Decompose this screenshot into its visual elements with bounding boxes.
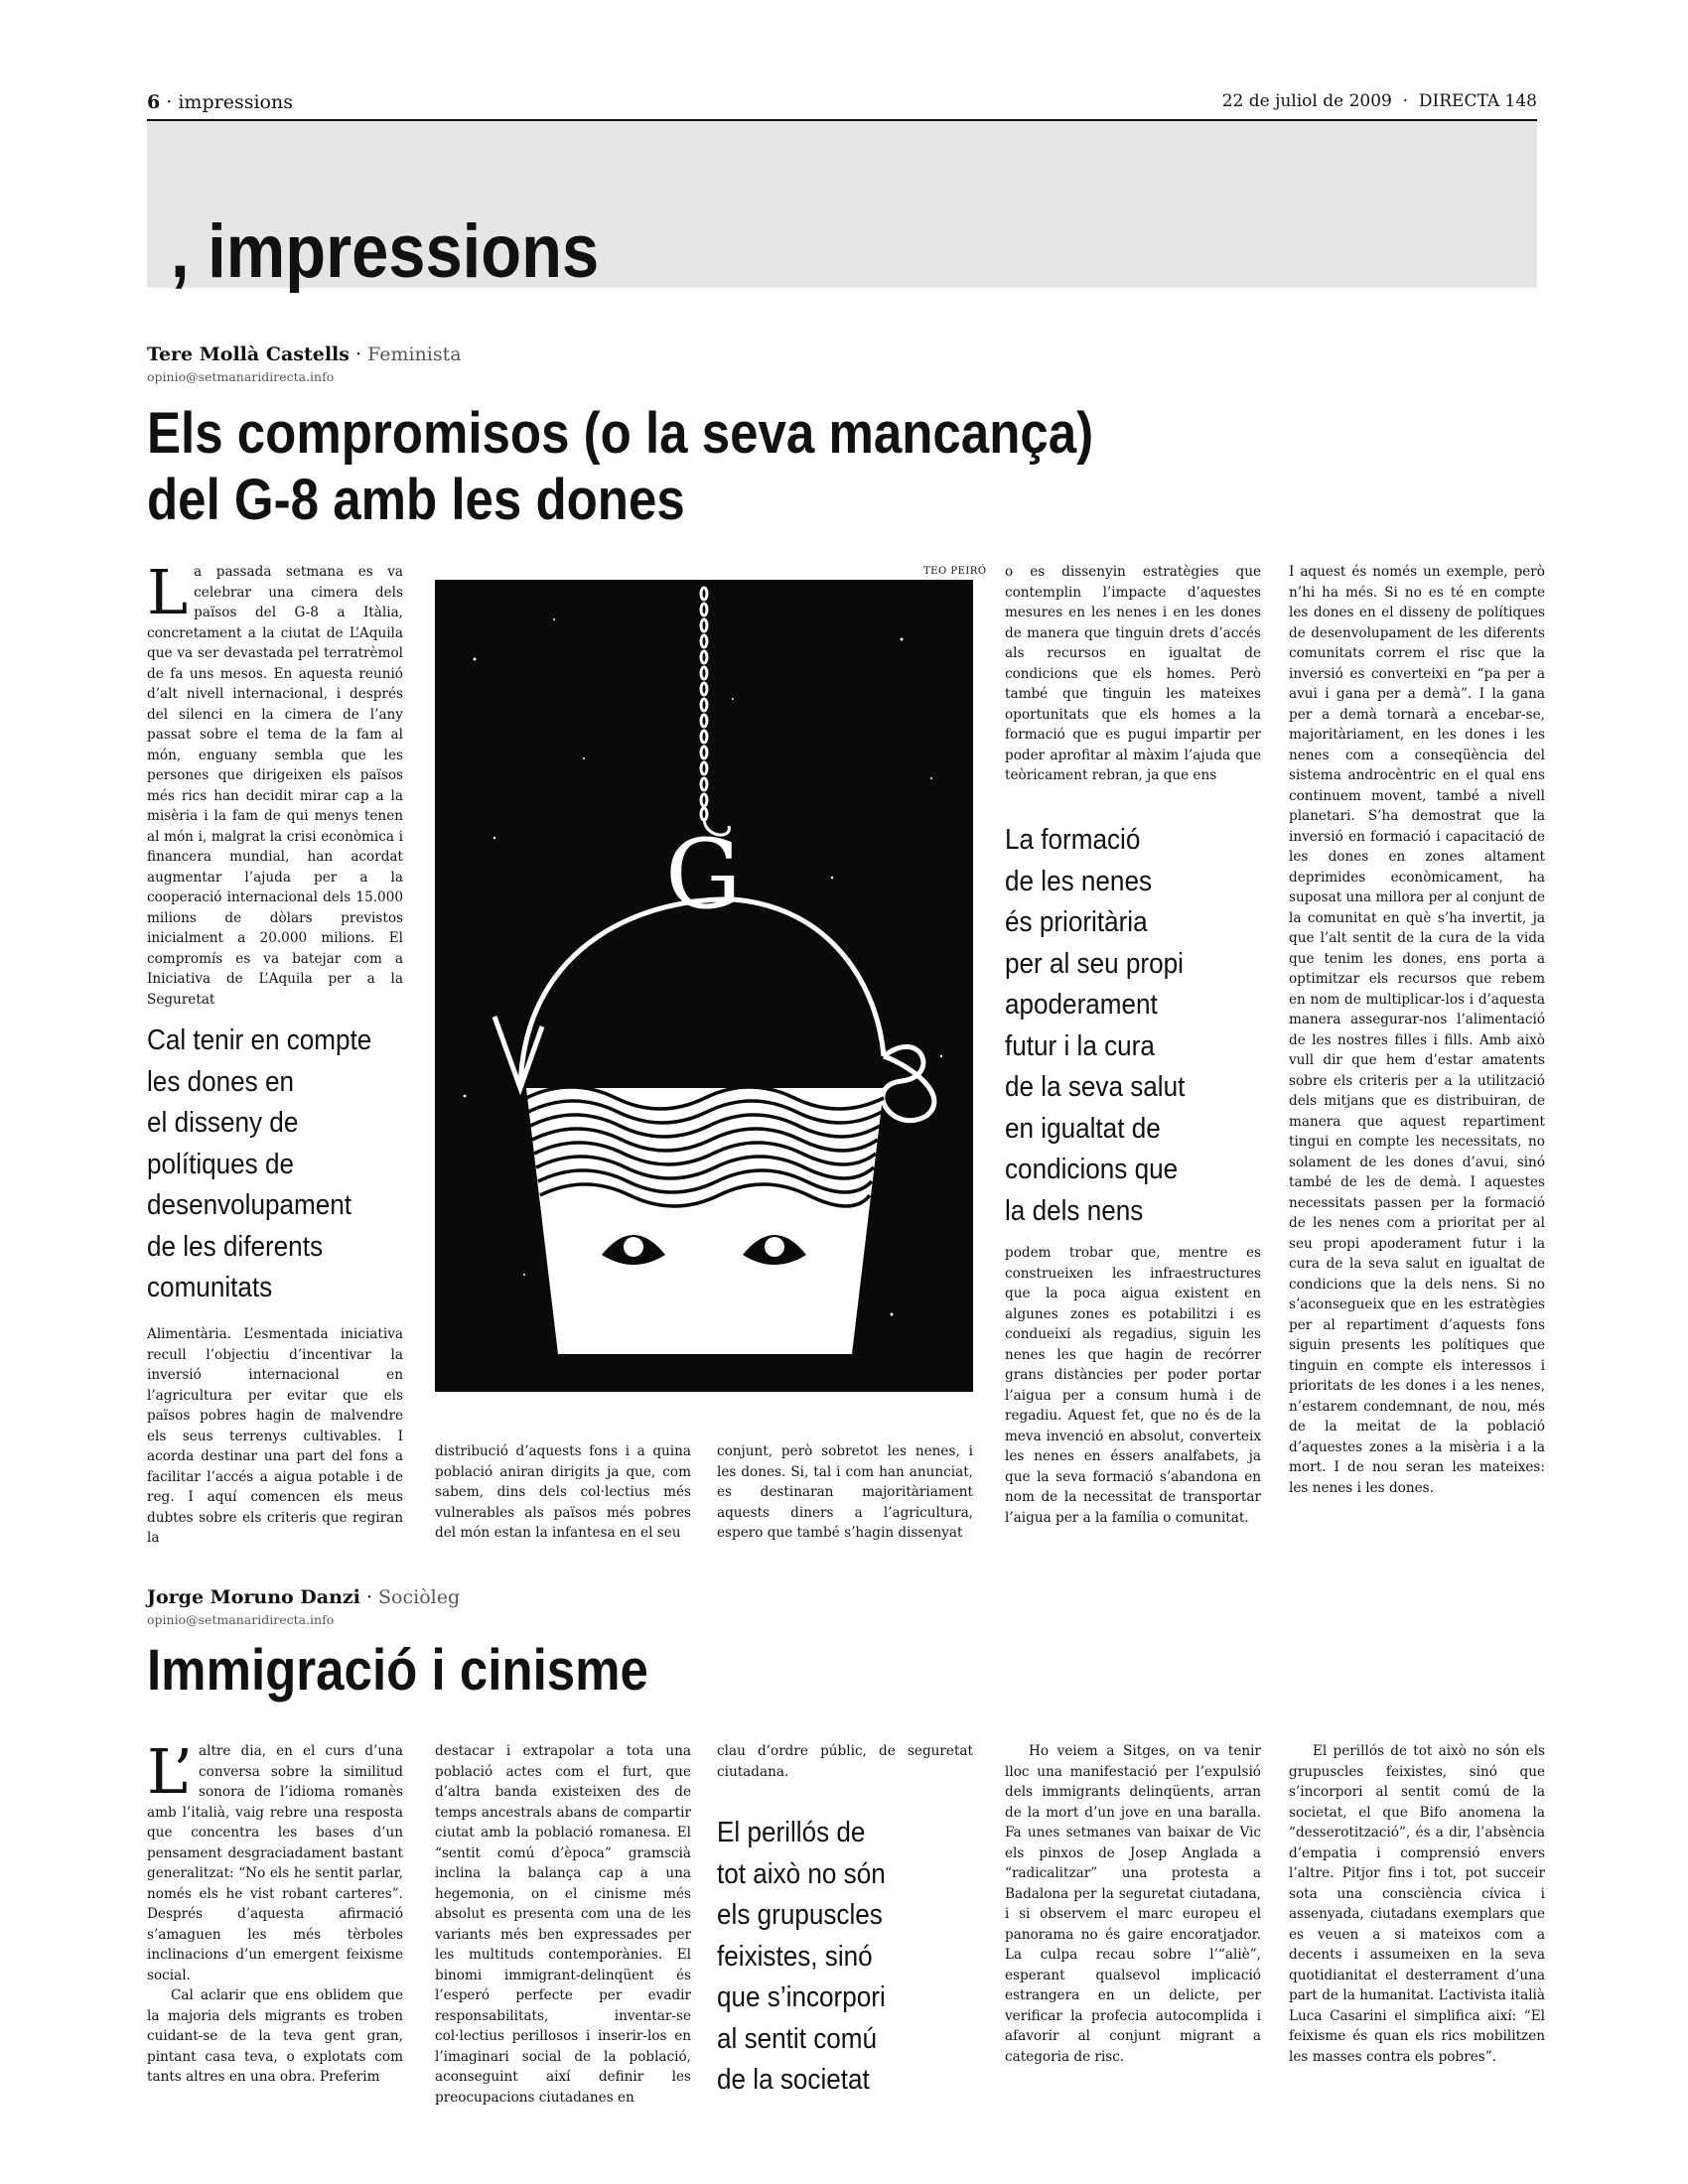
article2-column-5 xyxy=(1289,1741,1545,2067)
pullquote-line: els grupuscles xyxy=(717,1899,883,1931)
article2-pullquote xyxy=(717,1813,886,2102)
article1-headline-line2: del G-8 amb les dones xyxy=(147,467,685,532)
article1-column-4 xyxy=(1005,562,1261,786)
page-header-left: 6 · impressions xyxy=(147,91,293,113)
article1-col1-paragraph xyxy=(147,556,403,1010)
article2-column-3 xyxy=(717,1741,973,1782)
pullquote-line: al sentit comú xyxy=(717,2022,878,2055)
article2-col1-paragraph xyxy=(147,1735,403,1985)
header-date: 22 de juliol de 2009 xyxy=(1221,91,1392,111)
article1-email[interactable]: opinio@setmanaridirecta.info xyxy=(147,369,335,384)
pullquote-line: tot això no són xyxy=(717,1857,886,1890)
header-section: impressions xyxy=(178,91,293,113)
article2-col2-text: destacar i extrapolar a tota una població actes com el furt, que d’altra banda existeixen des de temps ancestrals abans de compartir ciutat amb la població romanesa. El “sentit comú d’època” gramscià inclina la balança cap a una hegemonia, on el cinisme més absolut es presenta com una de les variants més ben expressades per les multituds contemporànies. El binomi immigrant-delinqüent és l’esperó perfecte per evadir responsabilitats, inventar-se col·lectius perillosos i inserir-los en l’imaginari social de la població, aconseguint així definir les preocupacions ciutadanes en xyxy=(435,1743,691,2106)
section-title: , impressions xyxy=(171,209,600,294)
article1-col4b-text: podem trobar que, mentre es construeixen les infraestructures que la poca aigua existent en algunes zones es potabilitzi i es condueixi als regadius, siguin les nenes les que hagin de recórrer grans distàncies per poder portar l’aigua per a consum humà i de regadiu. Aquest fet, que no és de la meva invenció en absolut, converteix les nenes en éssers analfabets, ja que la seva formació s’abandona en nom de la necessitat de transportar l’aigua per a la família o comunitat. xyxy=(1005,1245,1261,1526)
article2-role: Sociòleg xyxy=(378,1586,461,1608)
pullquote-line: polítiques de xyxy=(147,1148,295,1180)
article1-column-5 xyxy=(1289,562,1545,1498)
article1-col4-text: o es dissenyin estratègies que contemplin l’impacte d’aquestes mesures en les nenes i en les dones de manera que tinguin drets d’accés als recursos en igualtat de condicions que els homes. Però també que tinguin les mateixes oportunitats que els homes a la formació que es pugui impartir per poder aprofitar al màxim l’ajuda que teòricament rebran, ja que ens xyxy=(1005,564,1261,783)
article1-column-2 xyxy=(435,1441,691,1544)
article1-role: Feminista xyxy=(367,343,462,365)
pullquote-line: és prioritària xyxy=(1005,906,1148,938)
pullquote-line: desenvolupament xyxy=(147,1189,352,1221)
article1-column-3 xyxy=(717,1441,973,1544)
pullquote-line: La formació xyxy=(1005,824,1141,856)
pullquote-line: de la seva salut xyxy=(1005,1071,1186,1103)
illustration-credit: TEO PEIRÓ xyxy=(923,566,987,577)
article1-pullquote-1 xyxy=(147,1021,371,1309)
header-publication: DIRECTA 148 xyxy=(1418,91,1537,111)
pullquote-line: el disseny de xyxy=(147,1107,299,1139)
pullquote-line: de les diferents xyxy=(147,1230,324,1263)
article2-byline: Jorge Moruno Danzi · Sociòleg xyxy=(147,1586,461,1608)
article2-col1-text-2: Cal aclarir que ens oblidem que la majoria dels migrants es troben cuidant-se de la teva gent gran, pintant casa teva, o explotats com tants altres en una obra. Preferim xyxy=(147,1987,403,2085)
article1-byline: Tere Mollà Castells · Feminista xyxy=(147,343,462,365)
article2-email[interactable]: opinio@setmanaridirecta.info xyxy=(147,1612,335,1627)
article1-author: Tere Mollà Castells xyxy=(147,343,350,365)
pullquote-line: Cal tenir en compte xyxy=(147,1024,372,1056)
page-header-right: 22 de juliol de 2009 · DIRECTA 148 xyxy=(1221,91,1537,111)
article2-col1-text: altre dia, en el curs d’una conversa sobre la similitud sonora de l’idioma romanès amb l’italià, vaig rebre una resposta que concentra les bases d’un pensament desgraciadament bastant generalitzat: “No els he sentit parlar, només els he vist robant carteres”. Després d’aquesta afirmació s’amaguen les més tèrboles inclinacions d’un emergent feixisme social. xyxy=(147,1743,403,1983)
bucket-illustration xyxy=(435,580,973,1392)
pullquote-line: que s’incorpori xyxy=(717,1981,886,2013)
pullquote-line: de les nenes xyxy=(1005,865,1153,897)
article2-column-2 xyxy=(435,1741,691,2108)
article1-col2-text: distribució d’aquests fons i a quina població aniran dirigits ja que, com sabem, dins dels col·lectius més vulnerables als països més pobres del món estan la infantesa en el seu xyxy=(435,1443,691,1541)
pullquote-line: apoderament xyxy=(1005,989,1158,1021)
pullquote-line: El perillós de xyxy=(717,1817,866,1848)
article1-col3-text: conjunt, però sobretot les nenes, i les dones. Si, tal i com han anunciat, es destinaran majoritàriament aquests diners a l’agricultura, espero que també s’hagin dissenyat xyxy=(717,1443,973,1541)
article1-col1-text: a passada setmana es va celebrar una cimera dels països del G-8 a Itàlia, concretament a la ciutat de L’Aquila que va ser devastada pel terratrèmol de fa uns mesos. En aquesta reunió d’alt nivell internacional, i després del silenci en la cimera de l’any passat sobre el tema de la fam al món, enguany sembla que les persones que dirigeixen els països més rics han decidit mirar cap a la misèria i la fam de qui menys tenen al món i, malgrat la crisi econòmica i financera mundial, han acordat augmentar l’ajuda per a la cooperació internacional dels 15.000 milions de dòlars previstos inicialment a 20.000 milions. El compromís es va batejar com a Iniciativa de L’Aquila per a la Seguretat xyxy=(147,564,403,1008)
article2-headline: Immigració i cinisme xyxy=(147,1638,648,1703)
article1-dropcap: L xyxy=(147,556,189,628)
bucket-illustration-svg xyxy=(435,580,973,1392)
article2-dropcap: L’ xyxy=(147,1735,194,1808)
article2-col5-text: El perillós de tot això no són els grupuscles feixistes, sinó que s’incorpori al sentit comú de la societat, el que Bifo anomena la “desserotització”, és a dir, l’absència d’empatia i comprensió envers l’altre. Pitjor fins i tot, pot succeir sota una consciència cívica i assenyada, ciutadans exemplars que es veuen a si mateixos com a decents i assumeixen en la seva quotidianitat el desterrament d’una part de la humanitat. L’activista italià Luca Casarini el simplifica així: “El feixisme és quan els rics mobilitzen les masses contra els pobres”. xyxy=(1289,1743,1545,2065)
article1-column-4b xyxy=(1005,1243,1261,1528)
article2-col3-text: clau d’ordre públic, de seguretat ciutadana. xyxy=(717,1743,973,1780)
pullquote-line: futur i la cura xyxy=(1005,1029,1155,1062)
article2-column-4 xyxy=(1005,1741,1261,2067)
article2-column-1 xyxy=(147,1735,403,2088)
pullquote-line: de la societat xyxy=(717,2064,870,2096)
page-number: 6 xyxy=(147,91,161,113)
pullquote-line: en igualtat de xyxy=(1005,1112,1161,1145)
article1-col1b-text: Alimentària. L’esmentada iniciativa recull l’objectiu d’incentivar la inversió internacional en l’agricultura per evitar que els països pobres hagin de malvendre els seus terrenys cultivables. I acorda destinar una part del fons a facilitar l’accés a aigua potable i de reg. I aquí comencen els meus dubtes sobre els criteris que regiran la xyxy=(147,1326,403,1546)
article1-pullquote-2 xyxy=(1005,820,1185,1232)
article1-column-1 xyxy=(147,556,403,1010)
pullquote-line: les dones en xyxy=(147,1065,295,1098)
pullquote-line: comunitats xyxy=(147,1272,273,1303)
pullquote-line: la dels nens xyxy=(1005,1194,1144,1227)
article1-headline xyxy=(147,401,1093,533)
pullquote-line: feixistes, sinó xyxy=(717,1940,873,1973)
illustration-letter: G xyxy=(665,819,742,930)
article1-headline-line1: Els compromisos (o la seva mancança) xyxy=(147,401,1094,466)
article2-author: Jorge Moruno Danzi xyxy=(147,1586,360,1608)
article1-col5-text: I aquest és només un exemple, però n’hi ha més. Si no es té en compte les dones en el disseny de polítiques de desenvolupament de les diferents comunitats correm el risc que la inversió es converteixi en “pa per a avui i gana per a demà”. I la gana per a demà tornarà a encebar-se, majoritàriament, en les dones i les nenes com a conseqüència del sistema androcèntric en el qual ens continuem movent, també a nivell planetari. S’ha demostrat que la inversió en formació i capacitació de les dones en zones altament deprimides econòmicament, ha suposat una millora per al conjunt de la comunitat en què s’ha invertit, ja que l’alt sentit de la cura de la vida que tenim les dones, ens porta a optimitzar els recursos que rebem en nom de multiplicar-los i d’aquesta manera assegurar-nos l’alimentació de les nostres filles i fills. Amb això vull dir que hem d’estar amatents sobre els criteris per a la utilització dels mitjans que es distribuiran, de manera que aquest repartiment tingui en compte les necessitats, no solament de les dones d’avui, sinó també de les de demà. I aquestes necessitats passen per la formació de les nenes com a prioritat per al seu propi apoderament futur i la cura de la seva salut en igualtat de condicions que la dels nens. Si no s’aconsegueix que en les estratègies per al repartiment d’aquests fons siguin presents les polítiques que tinguin en compte els interessos i prioritats de les dones i a les nenes, n’estarem condemnant, de nou, més de la meitat de la població d’aquestes zones a la misèria i a la mort. I de nou seran les mateixes: les nenes i les dones. xyxy=(1289,564,1545,1496)
pullquote-line: condicions que xyxy=(1005,1154,1179,1185)
article2-col4-text: Ho veiem a Sitges, on va tenir lloc una manifestació per l’expulsió dels immigrants delinqüents, arran de la mort d’un jove en una baralla. Fa unes setmanes van baixar de Vic els pinxos de Josep Anglada a “radicalitzar” una protesta a Badalona per la seguretat ciutadana, i si observem el marc europeu el panorama no és gaire encoratjador. La culpa recau sobre l’“aliè”, esperant qualsevol implicació estrangera en un delicte, per verificar la profecia autocomplida i afavorir al conjunt migrant a categoria de risc. xyxy=(1005,1743,1261,2065)
pullquote-line: per al seu propi xyxy=(1005,947,1184,980)
article1-column-1b xyxy=(147,1324,403,1549)
